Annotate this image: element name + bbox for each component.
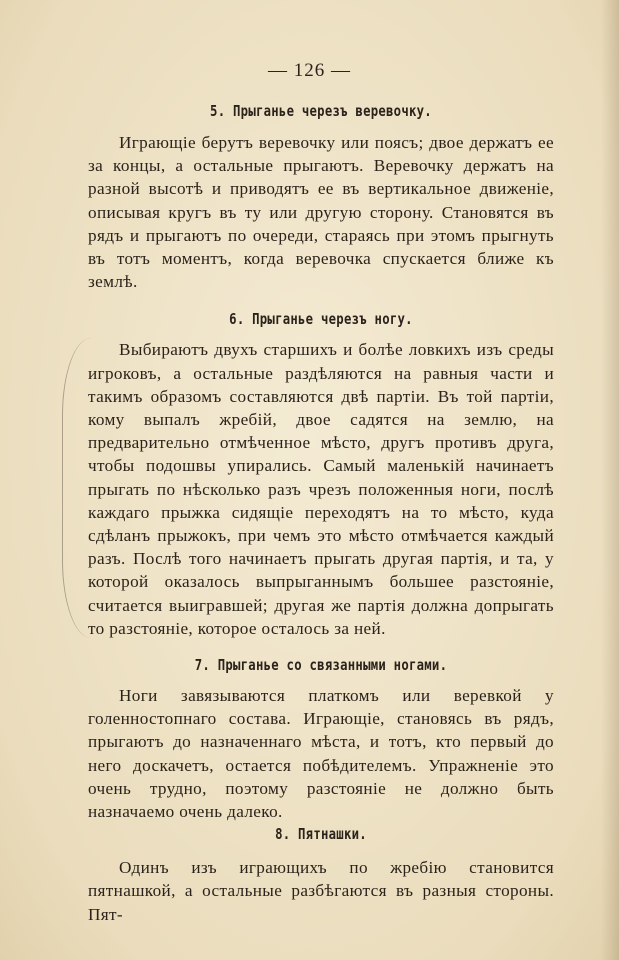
page-content <box>88 90 554 926</box>
section-text-6: Выбираютъ двухъ старшихъ и болѣе ловкихъ изъ среды игроковъ, а остальные раздѣляются на равныя части и такимъ образомъ составляются двѣ партіи. Въ той партіи, кому выпалъ жребій, двое садятся на землю, на предварительно отмѣченное мѣсто, другъ противъ друга, чтобы подошвы упирались. Самый маленькій начинаетъ прыгать по нѣсколько разъ чрезъ положенныя ноги, послѣ каждаго прыжка сидящіе переходятъ на то мѣсто, куда сдѣланъ прыжокъ, при чемъ это мѣсто отмѣчается каждый разъ. Послѣ того начинаетъ прыгать другая партія, и та, у которой оказалось выпрыганнымъ большее разстояніе, считается выигравшей; другая же партія должна допрыгать то разстояніе, которое осталось за ней. <box>88 340 554 638</box>
page-edge-shadow <box>601 0 619 960</box>
section-title-6: 6. Прыганье черезъ ногу. <box>229 310 413 329</box>
section-text-8: Одинъ изъ играющихъ по жребію становится пятнашкой, а остальные разбѣгаются въ разныя стороны. Пят- <box>88 858 554 924</box>
page-number: — 126 — <box>268 60 351 81</box>
section-title-7: 7. Прыганье со связанными ногами. <box>194 656 448 675</box>
section-title-8: 8. Пятнашки. <box>275 825 367 844</box>
section-title-5: 5. Прыганье черезъ веревочку. <box>210 102 432 120</box>
margin-pencil-mark <box>62 338 91 638</box>
section-text-7: Ноги завязываются платкомъ или веревкой у голенностопнаго состава. Играющіе, становясь въ рядъ, прыгаютъ до назначеннаго мѣста, и тотъ, кто первый до него доскачетъ, остается побѣдителемъ. Упражненіе это очень трудно, поэтому разстояніе не должно быть назначаемо очень далеко. <box>88 686 554 822</box>
section-text-5: Играющіе берутъ веревочку или поясъ; двое держатъ ее за концы, а остальные прыгаютъ. Веревочку держатъ на разной высотѣ и приводятъ ее въ вертикальное движеніе, описывая кругъ въ ту или другую сторону. Становятся въ рядъ и прыгаютъ по очереди, стараясь при этомъ прыгнуть въ тотъ моментъ, когда веревочка спускается ближе къ землѣ. <box>88 133 554 292</box>
